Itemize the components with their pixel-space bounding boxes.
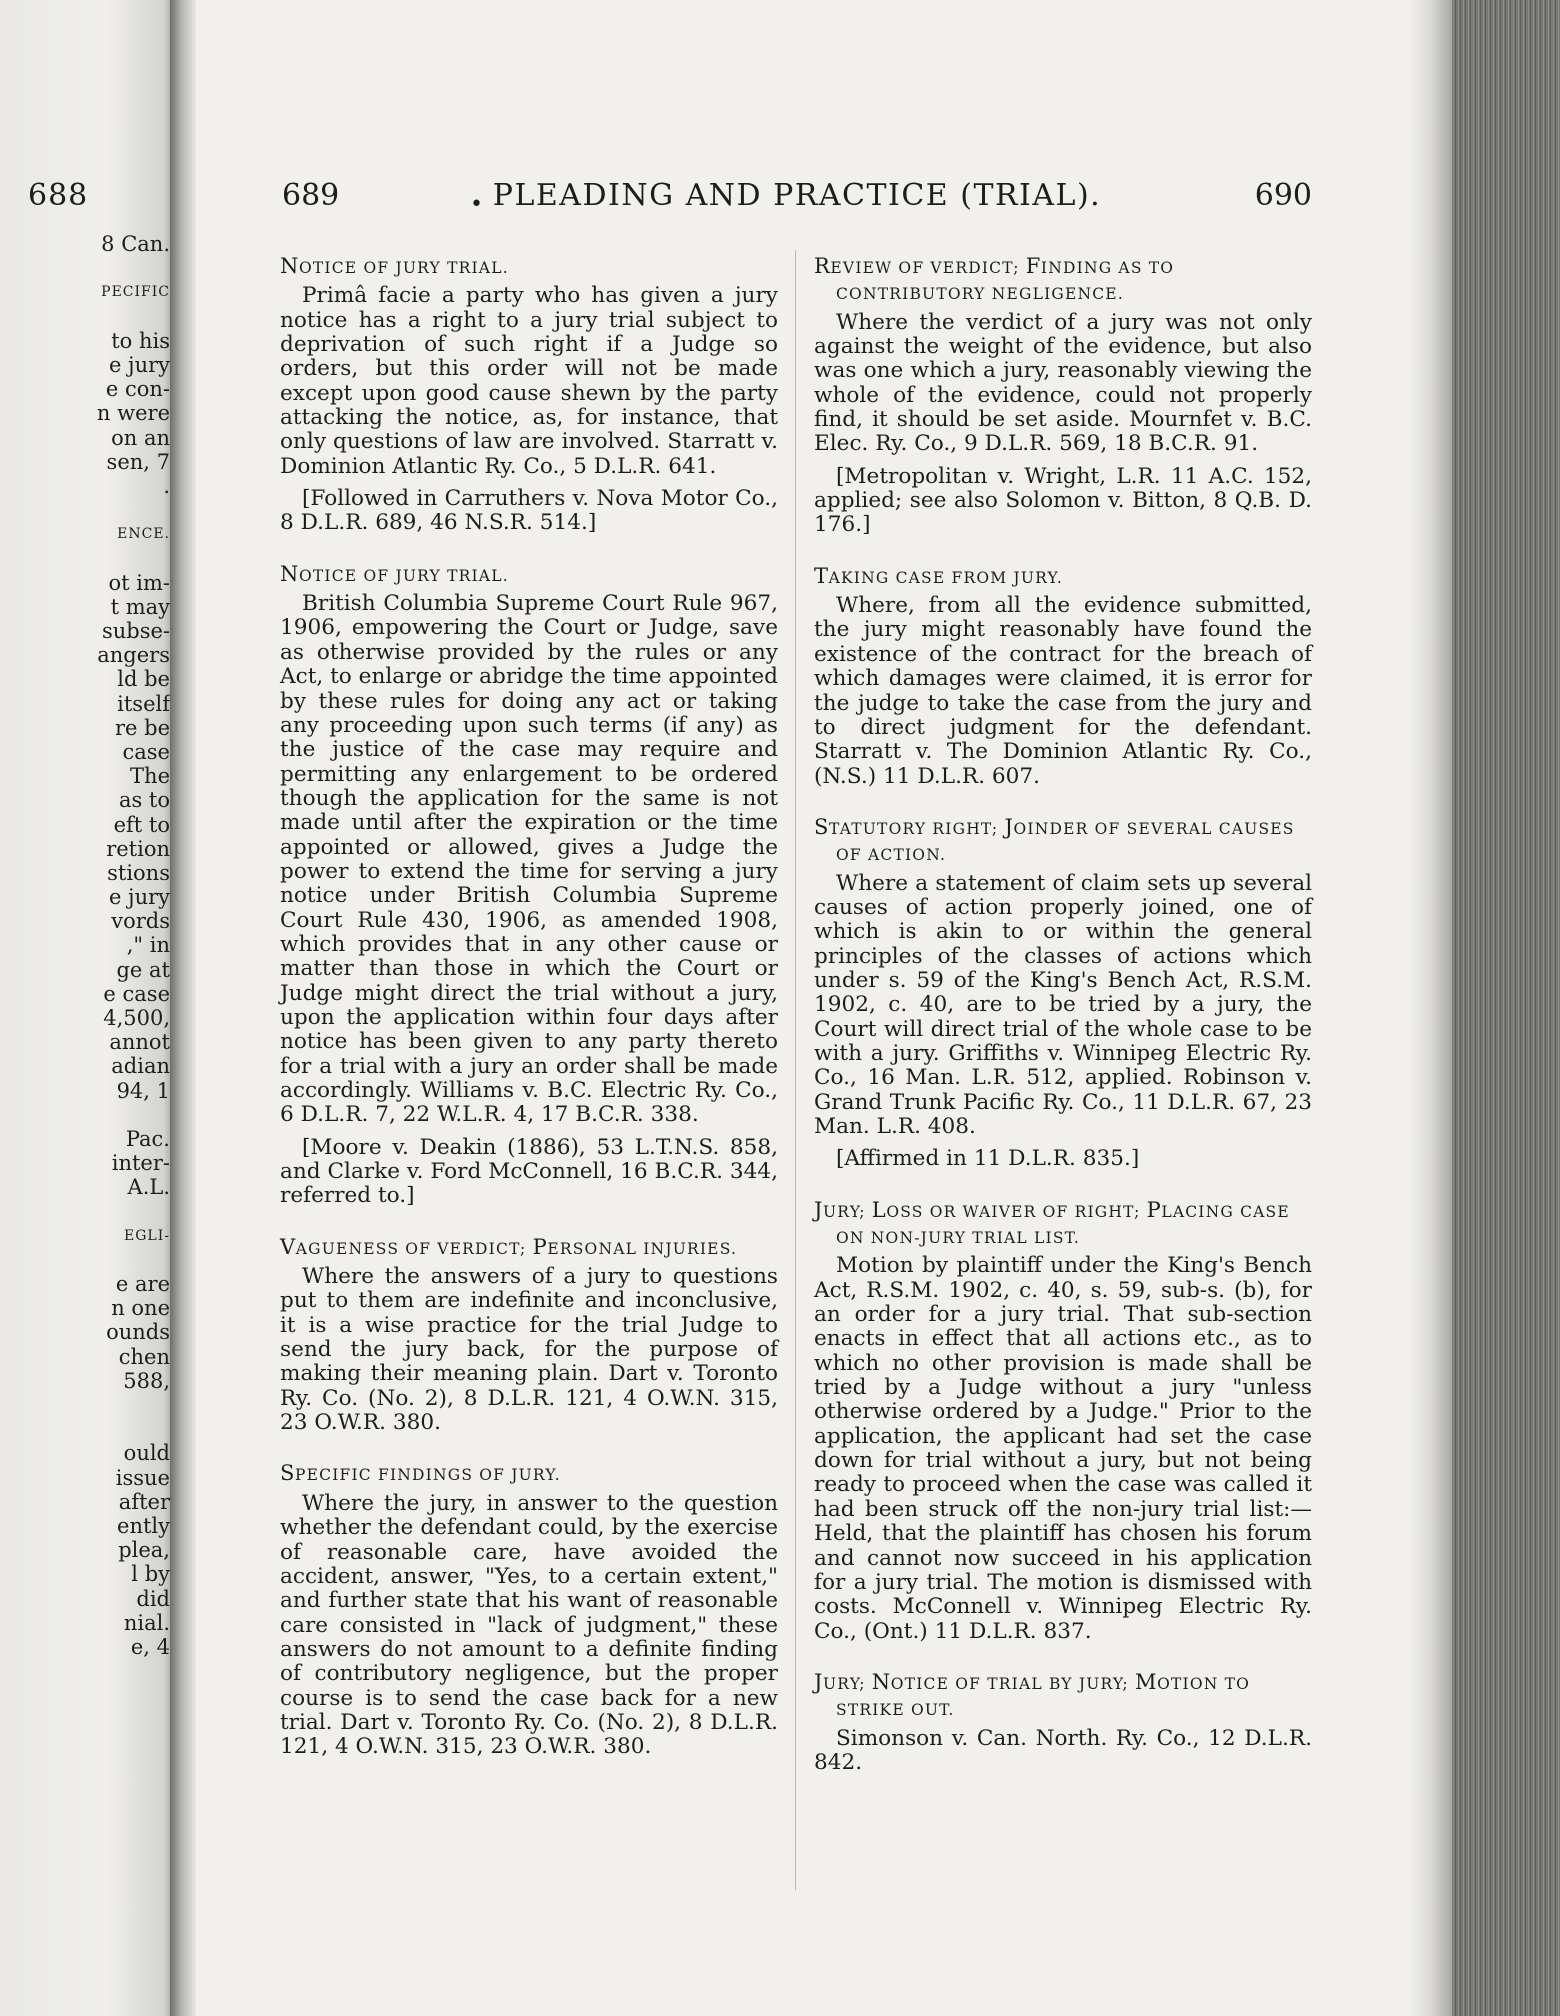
left-page-number: 689 bbox=[282, 178, 340, 213]
previous-page-strip bbox=[0, 0, 178, 2016]
entry-body: Where a statement of claim sets up several causes of action properly joined, one of which is akin to or within the general principles of the classes of actions which under s. 59 of the King's Bench Act, R.S.M. 1902, c. 40, are to be tried by a jury, the Court will direct trial of the whole case to be with a jury. Griffiths v. Winnipeg Electric Ry. Co., 16 Man. L.R. 512, applied. Robinson v. Grand Trunk Pacific Ry. Co., 11 D.L.R. 67, 23 Man. L.R. 408. bbox=[814, 870, 1312, 1139]
digest-entry bbox=[814, 1670, 1312, 1775]
previous-page-fragment bbox=[0, 1393, 170, 1417]
previous-page-fragment: 588, bbox=[123, 1368, 170, 1393]
previous-page-fragment bbox=[0, 305, 170, 329]
previous-page-fragment: EGLI- bbox=[124, 1227, 170, 1244]
heading-initial: N bbox=[871, 1669, 891, 1694]
previous-page-fragment: nial. bbox=[123, 1610, 170, 1635]
heading-smallcaps: OTICE OF JURY TRIAL. bbox=[298, 566, 509, 585]
heading-initial: F bbox=[1025, 254, 1041, 278]
entry-heading bbox=[814, 564, 1312, 590]
heading-initial: V bbox=[280, 1234, 296, 1259]
digest-entry bbox=[280, 254, 778, 536]
heading-smallcaps: PECIFIC FINDINGS OF JURY. bbox=[295, 1466, 561, 1485]
previous-page-fragment: Pac. bbox=[125, 1126, 170, 1151]
entry-heading bbox=[814, 815, 1312, 868]
previous-page-fragment: case bbox=[122, 739, 170, 764]
previous-page-fragment: n one bbox=[111, 1296, 170, 1321]
heading-initial: M bbox=[1134, 1669, 1158, 1694]
previous-page-fragment: chen bbox=[118, 1344, 170, 1369]
heading-smallcaps: OINDER OF SEVERAL CAUSES OF ACTION. bbox=[836, 819, 1295, 865]
heading-initial: P bbox=[1146, 1197, 1162, 1222]
heading-smallcaps: URY; bbox=[823, 1674, 872, 1693]
running-title: PLEADING AND PRACTICE (TRIAL). bbox=[492, 178, 1102, 213]
heading-initial: N bbox=[280, 561, 299, 586]
entry-heading bbox=[814, 1198, 1312, 1251]
entry-note: [Followed in Carruthers v. Nova Motor Co., 8 D.L.R. 689, 46 N.S.R. 514.] bbox=[280, 486, 778, 536]
previous-page-fragment: eft to bbox=[113, 812, 170, 837]
previous-page-fragment: ot im- bbox=[108, 570, 170, 595]
previous-page-fragment: e jury bbox=[108, 352, 170, 377]
previous-page-fragment: stions bbox=[107, 860, 170, 885]
heading-smallcaps: URY; bbox=[823, 1202, 872, 1221]
digest-entry bbox=[280, 1235, 778, 1436]
header-dot: • bbox=[470, 192, 483, 217]
column-rule bbox=[795, 250, 796, 1890]
previous-page-fragment: 8 Can. bbox=[101, 232, 170, 256]
previous-page-fragment bbox=[0, 1103, 170, 1127]
previous-page-fragment bbox=[0, 256, 170, 280]
digest-entry bbox=[280, 562, 778, 1209]
heading-smallcaps: LACING CASE ON NON-JURY TRIAL LIST. bbox=[836, 1202, 1290, 1248]
page-edge-shadow bbox=[1408, 0, 1452, 2016]
entry-heading bbox=[814, 254, 1312, 307]
digest-entry bbox=[814, 1198, 1312, 1644]
heading-smallcaps: AGUENESS OF VERDICT; bbox=[295, 1239, 533, 1258]
previous-page-fragment: e case bbox=[103, 981, 170, 1006]
heading-initial: S bbox=[814, 814, 829, 839]
entry-note: [Moore v. Deakin (1886), 53 L.T.N.S. 858, and Clarke v. Ford McConnell, 16 B.C.R. 344, referred to.] bbox=[280, 1134, 778, 1209]
previous-page-fragment: e, 4 bbox=[130, 1634, 170, 1659]
previous-page-fragment: ," in bbox=[126, 933, 170, 958]
previous-page-fragment: e con- bbox=[105, 377, 170, 402]
previous-page-fragment bbox=[0, 1200, 170, 1224]
right-page-number: 690 bbox=[1254, 178, 1312, 213]
entry-body: British Columbia Supreme Court Rule 967, 1906, empowering the Court or Judge, save as otherwise provided by the rules or any Act, to enlarge or abridge the time appointed by these rules for doing any act or taking any proceeding upon such terms (if any) as the justice of the case may require and permitting any enlargement to be ordered though the application for the same is not made until after the expiration or the time appointed or allowed, gives a Judge the power to extend the time for serving a jury notice under British Columbia Supreme Court Rule 430, 1906, as amended 1908, which provides that in any other cause or matter than those in which the Court or Judge might direct the trial without a jury, upon the application within four days after notice has been given to any party thereto for a trial with a jury an order shall be made accordingly. Williams v. B.C. Electric Ry. Co., 6 D.L.R. 7, 22 W.L.R. 4, 17 B.C.R. 338. bbox=[280, 591, 778, 1128]
entry-body: Motion by plaintiff under the King's Bench Act, R.S.M. 1902, c. 40, s. 59, sub-s. (b), for an order for a jury trial. That sub-section enacts in effect that all actions etc., as to which no other provision is made shall be tried by a Judge without a jury "unless otherwise ordered by a Judge." Prior to the application, the applicant had set the case down for trial without a jury, but not being ready to proceed when the case was called it had been struck off the non-jury trial list:—Held, that the plaintiff has chosen his forum and cannot now succeed in his application for a jury trial. The motion is dismissed with costs. McConnell v. Winnipeg Electric Ry. Co., (Ont.) 11 D.L.R. 837. bbox=[814, 1253, 1312, 1644]
previous-page-fragment bbox=[0, 1417, 170, 1441]
previous-page-fragment: retion bbox=[106, 836, 170, 861]
heading-subject-initial: P bbox=[532, 1234, 548, 1259]
previous-page-fragment: n were bbox=[96, 401, 170, 426]
previous-page-fragment: as to bbox=[118, 788, 170, 813]
previous-page-fragment: vords bbox=[111, 909, 170, 934]
entry-heading bbox=[280, 254, 778, 280]
entry-heading bbox=[280, 1235, 778, 1261]
heading-smallcaps: OTION TO STRIKE OUT. bbox=[836, 1674, 1251, 1720]
entry-body: Where the answers of a jury to questions put to them are indefinite and inconclusive, it is a wise practice for the trial Judge to send the jury back, for the purpose of making their meaning plain. Dart v. Toronto Ry. Co. (No. 2), 8 D.L.R. 121, 4 O.W.N. 315, 23 O.W.R. 380. bbox=[280, 1264, 778, 1436]
previous-page-fragment: after bbox=[118, 1489, 170, 1514]
heading-subject bbox=[533, 1235, 737, 1259]
previous-page-fragment: re be bbox=[114, 715, 170, 740]
heading-smallcaps: OTICE OF TRIAL BY JURY; bbox=[890, 1674, 1135, 1693]
previous-page-fragment: ently bbox=[117, 1513, 170, 1538]
previous-page-fragment: inter- bbox=[111, 1151, 170, 1176]
previous-page-fragment: to his bbox=[111, 328, 170, 353]
previous-page-fragment: subse- bbox=[101, 619, 170, 643]
entry-body: Simonson v. Can. North. Ry. Co., 12 D.L.R. 842. bbox=[814, 1725, 1312, 1775]
previous-page-fragment: ounds bbox=[106, 1320, 170, 1345]
entry-note: [Metropolitan v. Wright, L.R. 11 A.C. 152, applied; see also Solomon v. Bitton, 8 Q.B. D. 176.] bbox=[814, 463, 1312, 538]
entry-heading bbox=[280, 562, 778, 588]
heading-smallcaps: OSS OR WAIVER OF RIGHT; bbox=[886, 1202, 1147, 1221]
heading-smallcaps: OTICE OF JURY TRIAL. bbox=[298, 259, 509, 277]
previous-page-fragment: 4,500, bbox=[103, 1006, 170, 1030]
book-gutter bbox=[170, 0, 196, 2016]
previous-page-fragment: ENCE. bbox=[117, 526, 170, 543]
previous-page-fragment: PECIFIC bbox=[101, 284, 170, 301]
previous-page-fragment: The bbox=[130, 764, 170, 789]
digest-entry bbox=[814, 564, 1312, 789]
book-page-edges bbox=[1452, 0, 1560, 2016]
heading-initial: S bbox=[280, 1461, 295, 1486]
heading-smallcaps: INDING AS TO CONTRIBUTORY NEGLIGENCE. bbox=[836, 259, 1175, 304]
previous-page-fragment: adian bbox=[111, 1054, 170, 1079]
entry-body: Where, from all the evidence submitted, the jury might reasonably have found the existence of the contract for the breach of which damages were claimed, it is error for the judge to take the case from the jury and to direct judgment for the defendant. Starratt v. The Dominion Atlantic Ry. Co., (N.S.) 11 D.L.R. 607. bbox=[814, 593, 1312, 789]
digest-entry bbox=[814, 254, 1312, 538]
heading-initial: L bbox=[871, 1197, 887, 1222]
previous-page-fragment: annot bbox=[109, 1030, 170, 1055]
previous-page-fragment: ld be bbox=[117, 667, 170, 692]
previous-page-fragment: plea, bbox=[118, 1538, 170, 1563]
previous-page-fragment: sen, 7 bbox=[106, 449, 170, 474]
running-header bbox=[282, 178, 1312, 222]
previous-page-number: 688 bbox=[28, 178, 89, 213]
previous-page-fragment: t may bbox=[110, 594, 170, 619]
previous-page-fragment: issue bbox=[115, 1465, 170, 1490]
previous-page-fragment bbox=[0, 498, 170, 522]
heading-initial: J bbox=[814, 1197, 824, 1222]
right-column bbox=[814, 254, 1312, 1801]
previous-page-fragment bbox=[0, 546, 170, 570]
previous-page-fragment: e are bbox=[115, 1272, 170, 1297]
previous-page-fragment: on an bbox=[111, 425, 170, 450]
previous-page-fragments bbox=[0, 232, 170, 1659]
digest-entry bbox=[814, 815, 1312, 1172]
previous-page-fragment: ould bbox=[123, 1441, 170, 1466]
entry-note: [Affirmed in 11 D.L.R. 835.] bbox=[836, 1146, 1140, 1172]
previous-page-fragment: l by bbox=[131, 1562, 170, 1587]
previous-page-fragment: ge at bbox=[116, 957, 170, 982]
digest-entry bbox=[280, 1461, 778, 1759]
entry-body: Where the jury, in answer to the question whether the defendant could, by the exercise of reasonable care, have avoided the accident, answer, "Yes, to a certain extent," and further state that his want of reasonable care consisted in "lack of judgment," these answers do not amount to a definite finding of contributory negligence, but the proper course is to send the case back for a new trial. Dart v. Toronto Ry. Co. (No. 2), 8 D.L.R. 121, 4 O.W.N. 315, 23 O.W.R. 380. bbox=[280, 1490, 778, 1760]
entry-heading bbox=[814, 1670, 1312, 1723]
heading-smallcaps: EVIEW OF VERDICT; bbox=[830, 259, 1026, 277]
previous-page-fragment bbox=[0, 1248, 170, 1272]
heading-initial: N bbox=[280, 254, 299, 278]
previous-page-fragment: did bbox=[136, 1586, 170, 1611]
previous-page-fragment: A.L. bbox=[127, 1175, 170, 1200]
left-column bbox=[280, 254, 778, 1786]
heading-initial: J bbox=[814, 1669, 824, 1694]
entry-heading bbox=[280, 1461, 778, 1487]
previous-page-fragment: itself bbox=[117, 691, 170, 716]
heading-smallcaps: AKING CASE FROM JURY. bbox=[828, 568, 1064, 587]
heading-subject-smallcaps: ERSONAL INJURIES. bbox=[547, 1239, 738, 1258]
heading-initial: R bbox=[814, 254, 831, 278]
previous-page-fragment: 94, 1 bbox=[116, 1078, 170, 1103]
entry-body: Where the verdict of a jury was not only against the weight of the evidence, but also was one which a jury, reasonably viewing the whole of the evidence, could not properly find, it should be set aside. Mournfet v. B.C. Elec. Ry. Co., 9 D.L.R. 569, 18 B.C.R. 91. bbox=[814, 309, 1312, 457]
entry-body: Primâ facie a party who has given a jury notice has a right to a jury trial subject to deprivation of such right if a Judge so orders, but this order will not be made except upon good cause shewn by the party attacking the notice, as, for instance, that only questions of law are involved. Starratt v. Dominion Atlantic Ry. Co., 5 D.L.R. 641. bbox=[280, 283, 778, 479]
heading-initial: J bbox=[1004, 814, 1014, 839]
heading-smallcaps: TATUTORY RIGHT; bbox=[829, 819, 1005, 838]
previous-page-fragment: . bbox=[163, 473, 170, 498]
previous-page-fragment: e jury bbox=[108, 885, 170, 910]
previous-page-fragment: angers bbox=[97, 643, 170, 668]
heading-initial: T bbox=[814, 563, 829, 588]
